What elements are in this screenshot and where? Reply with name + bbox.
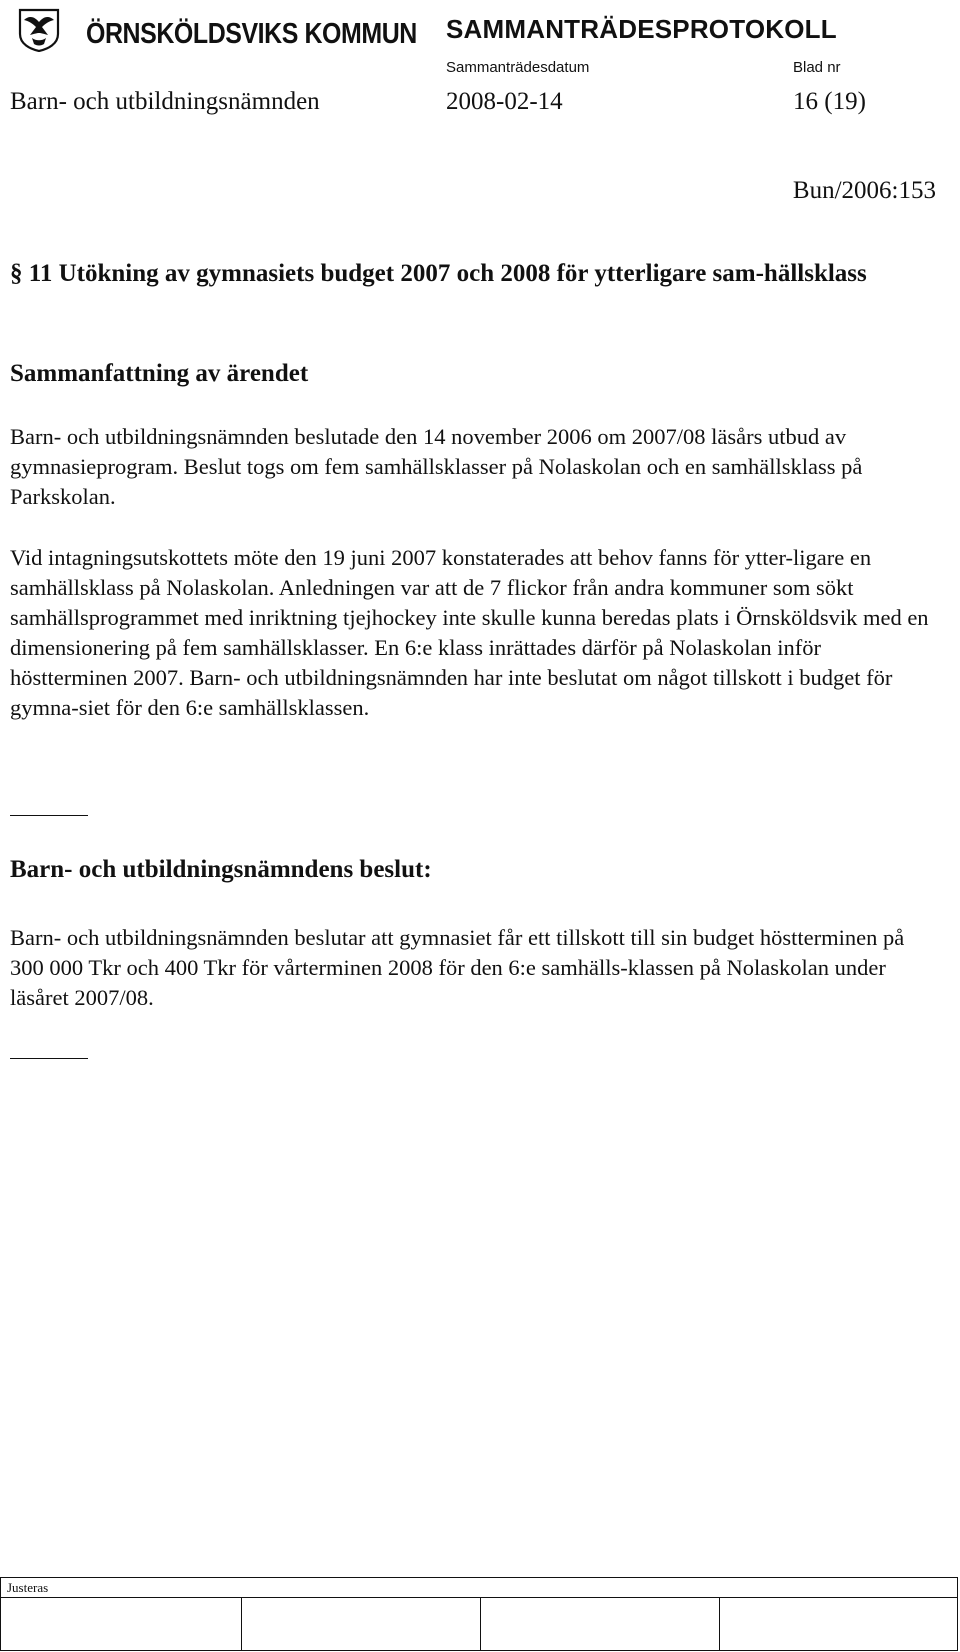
decision-paragraph: Barn- och utbildningsnämnden beslutar att gymnasiet får ett tillskott till sin budget höstterminen på 300 000 Tkr och 400 Tkr för vårterminen 2008 för den 6:e samhälls-klassen på Nolaskolan under läsåret 2007/08.	[10, 925, 905, 1010]
initials-cell	[480, 1597, 481, 1650]
justification-box	[0, 1577, 958, 1651]
divider-line	[10, 1058, 88, 1059]
summary-heading: Sammanfattning av ärendet	[10, 360, 309, 387]
case-number: Bun/2006:153	[792, 177, 936, 204]
initials-cell	[241, 1597, 242, 1650]
committee-name: Barn- och utbildningsnämnden	[10, 88, 320, 115]
page-number: 16 (19)	[793, 88, 866, 115]
municipality-logo	[18, 8, 417, 52]
page-number-label: Blad nr	[793, 59, 841, 76]
section-title: § 11 Utökning av gymnasiets budget 2007 och 2008 för ytterligare sam-hällsklass	[10, 260, 867, 287]
justification-separator	[1, 1597, 957, 1598]
divider-line	[10, 815, 88, 816]
justification-label: Justeras	[7, 1580, 49, 1595]
organization-name: ÖRNSKÖLDSVIKS KOMMUN	[86, 18, 417, 50]
summary-paragraph-2: Vid intagningsutskottets möte den 19 juni 2007 konstaterades att behov fanns för ytter-ligare en samhällsklass på Nolaskolan. Anledningen var att de 7 flickor från andra kommuner som sökt samhällsprogrammet med inriktning tjejhockey inte skulle kunna beredas plats i Örnsköldsvik med en dimensionering på fem samhällsklasser. En 6:e klass inrättades därför på Nolaskolan inför höstterminen 2007. Barn- och utbildningsnämnden har inte beslutat om något tillskott i budget för gymna-siet för den 6:e samhällsklassen.	[10, 545, 929, 720]
decision-heading: Barn- och utbildningsnämndens beslut:	[10, 856, 432, 883]
document-type: SAMMANTRÄDESPROTOKOLL	[446, 14, 837, 44]
meeting-date: 2008-02-14	[446, 88, 563, 115]
initials-cell	[719, 1597, 720, 1650]
coat-of-arms-icon	[18, 8, 60, 52]
meeting-date-label: Sammanträdesdatum	[446, 59, 590, 76]
summary-paragraph-1: Barn- och utbildningsnämnden beslutade den 14 november 2006 om 2007/08 läsårs utbud av gymnasieprogram. Beslut togs om fem samhällsklasser på Nolaskolan och en samhällsklass på Parkskolan.	[10, 424, 863, 509]
